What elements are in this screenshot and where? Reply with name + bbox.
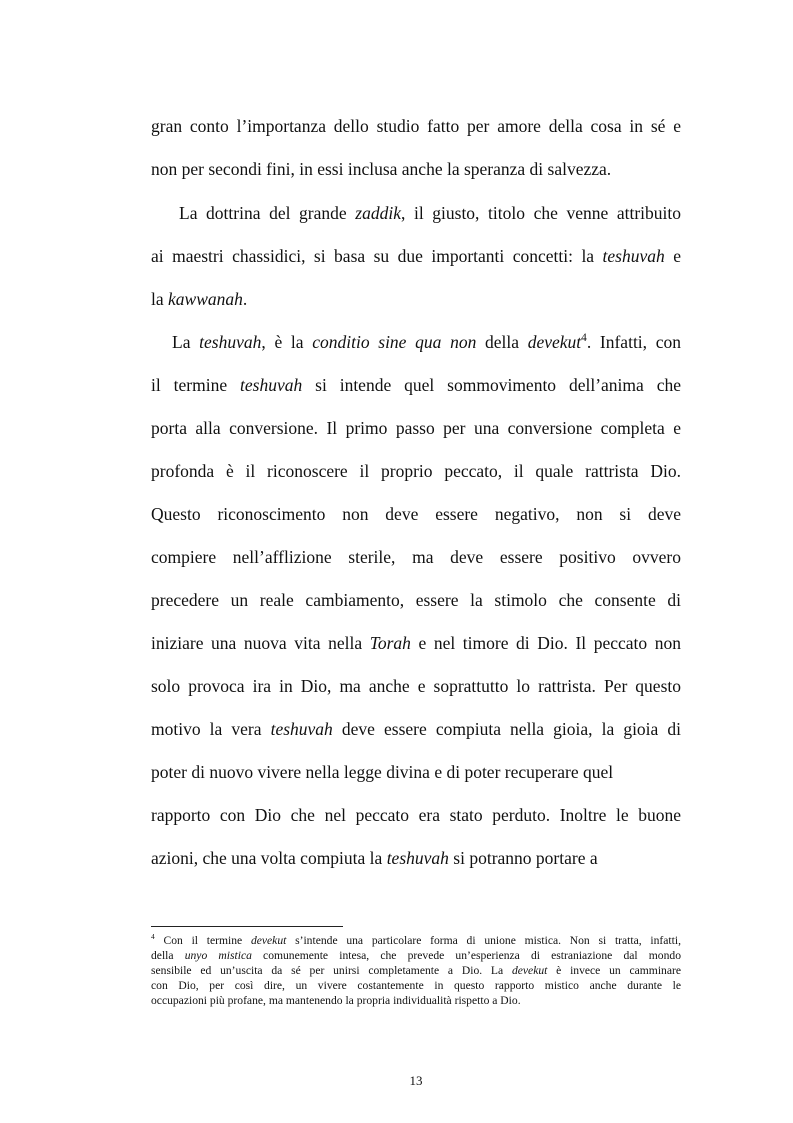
text-run: si potranno portare a: [448, 848, 598, 868]
text-run: . Infatti, con: [586, 332, 681, 352]
italic-term: unyo mistica: [184, 949, 252, 962]
body-line: [151, 589, 681, 611]
text-run: rapporto con Dio che nel peccato era stato perduto. Inoltre le buone: [151, 805, 681, 825]
text-run: .: [242, 289, 248, 309]
body-line: [151, 847, 681, 869]
body-line: [151, 158, 681, 180]
italic-term: zaddik: [355, 203, 401, 223]
body-line: [151, 761, 681, 783]
footnote-ref: 4: [151, 932, 155, 942]
italic-term: devekut: [527, 332, 582, 352]
text-run: Con il termine: [154, 934, 251, 947]
text-run: s’intende una particolare forma di unione mistica. Non si tratta, infatti,: [286, 934, 681, 947]
body-line: [179, 202, 681, 224]
text-run: comunemente intesa, che prevede un’esperienza di estraniazione dal mondo: [251, 949, 681, 962]
body-line: [151, 546, 681, 568]
italic-term: teshuvah: [602, 246, 665, 266]
text-run: , è la: [261, 332, 313, 352]
text-run: La: [172, 332, 200, 352]
text-run: iniziare una nuova vita nella: [151, 633, 370, 653]
text-run: con Dio, per così dire, un vivere costantemente in questo rapporto mistico anche durante le: [151, 979, 681, 992]
text-run: ai maestri chassidici, si basa su due importanti concetti: la: [151, 246, 603, 266]
page-number: 13: [409, 1073, 423, 1088]
italic-term: teshuvah: [199, 332, 262, 352]
italic-term: teshuvah: [270, 719, 333, 739]
body-line: [151, 460, 681, 482]
text-run: porta alla conversione. Il primo passo per una conversione completa e: [151, 418, 681, 438]
text-run: e: [664, 246, 681, 266]
text-run: della: [476, 332, 528, 352]
text-run: deve essere compiuta nella gioia, la gioia di: [332, 719, 682, 739]
text-run: e nel timore di Dio. Il peccato non: [410, 633, 681, 653]
body-line: [151, 245, 681, 267]
body-line: [151, 288, 681, 310]
italic-term: teshuvah: [386, 848, 449, 868]
text-run: Questo riconoscimento non deve essere negativo, non si deve: [151, 504, 681, 524]
body-line: [151, 374, 681, 396]
text-run: sensibile ed un’uscita da sé per unirsi completamente a Dio. La: [151, 964, 512, 977]
text-run: profonda è il riconoscere il proprio peccato, il quale rattrista Dio.: [151, 461, 681, 481]
footnote-divider: [151, 926, 343, 927]
body-line: [151, 718, 681, 740]
footnote-ref: 4: [581, 332, 587, 345]
body-line: [151, 115, 681, 137]
footnote-line: [151, 963, 681, 978]
text-run: solo provoca ira in Dio, ma anche e soprattutto lo rattrista. Per questo: [151, 676, 681, 696]
italic-term: kawwanah: [168, 289, 243, 309]
italic-term: conditio sine qua non: [312, 332, 477, 352]
italic-term: devekut: [250, 934, 287, 947]
footnote-line: [151, 933, 681, 948]
italic-term: teshuvah: [240, 375, 303, 395]
italic-term: devekut: [511, 964, 548, 977]
text-run: gran conto l’importanza dello studio fatto per amore della cosa in sé e: [151, 116, 681, 136]
body-line: [151, 417, 681, 439]
body-line: [151, 503, 681, 525]
text-run: il termine: [151, 375, 240, 395]
text-run: precedere un reale cambiamento, essere la stimolo che consente di: [151, 590, 681, 610]
footnote-line: [151, 993, 681, 1008]
footnote-line: [151, 978, 681, 993]
text-run: è invece un camminare: [547, 964, 681, 977]
text-run: La dottrina del grande: [179, 203, 356, 223]
body-line: [151, 632, 681, 654]
text-run: poter di nuovo vivere nella legge divina e di poter recuperare quel: [151, 762, 614, 782]
footnote-line: [151, 948, 681, 963]
text-run: , il giusto, titolo che venne attribuito: [400, 203, 681, 223]
body-line: [151, 804, 681, 826]
body-line: [172, 331, 681, 353]
text-run: motivo la vera: [151, 719, 271, 739]
text-run: la: [151, 289, 169, 309]
text-run: non per secondi fini, in essi inclusa anche la speranza di salvezza.: [151, 159, 612, 179]
text-run: occupazioni più profane, ma mantenendo la propria individualità rispetto a Dio.: [151, 994, 521, 1007]
text-run: compiere nell’afflizione sterile, ma deve essere positivo ovvero: [151, 547, 681, 567]
body-line: [151, 675, 681, 697]
italic-term: Torah: [369, 633, 411, 653]
text-run: della: [151, 949, 185, 962]
text-run: azioni, che una volta compiuta la: [151, 848, 387, 868]
text-run: si intende quel sommovimento dell’anima che: [302, 375, 681, 395]
